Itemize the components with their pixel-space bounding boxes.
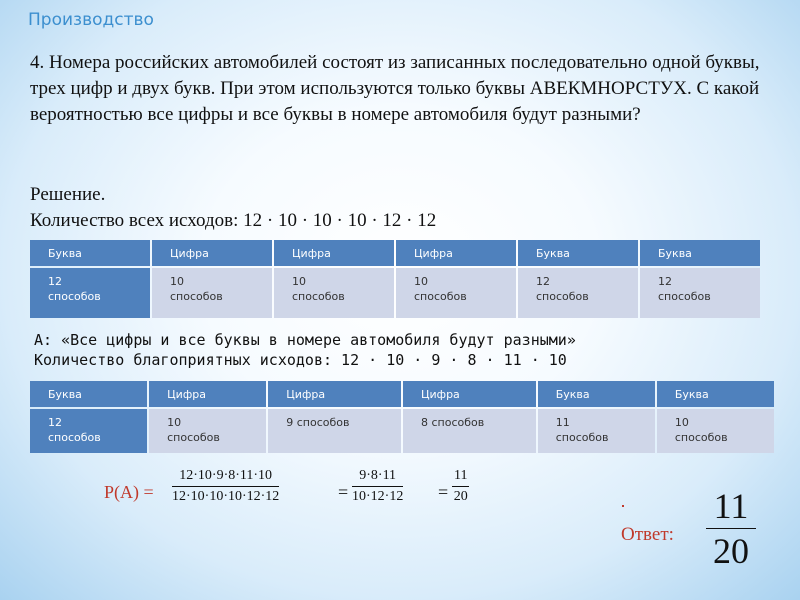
table-cell: 12 способов (30, 409, 147, 453)
slide-title: Производство (28, 10, 154, 30)
table-header-row (30, 381, 774, 407)
table-cell: 8 способов (403, 409, 536, 453)
fraction-denominator: 12·10·10·10·12·12 (172, 489, 280, 504)
table-header-cell: Буква (518, 240, 638, 266)
decorative-dot (622, 505, 624, 507)
table-row (30, 268, 760, 318)
solution-block (30, 182, 730, 234)
fraction-denominator: 20 (453, 489, 468, 504)
table-cell: 10 способов (152, 268, 272, 318)
fraction-denominator: 10·12·12 (352, 489, 404, 504)
table-header-cell: Цифра (149, 381, 266, 407)
equals-sign: = (438, 482, 449, 502)
probability-formula (104, 468, 504, 524)
event-block (34, 330, 774, 370)
table-header-cell: Цифра (403, 381, 536, 407)
table-header-cell: Буква (640, 240, 760, 266)
table-cell: 10 способов (274, 268, 394, 318)
table-cell: 12 способов (640, 268, 760, 318)
fraction-full (172, 468, 279, 505)
fraction-numerator: 9·8·11 (352, 468, 403, 487)
answer-denominator: 20 (713, 531, 749, 571)
table-header-cell: Цифра (268, 381, 401, 407)
event-definition: А: «Все цифры и все буквы в номере автомобиля будут разными» (34, 331, 576, 349)
table-header-cell: Буква (30, 381, 147, 407)
table-header-cell: Цифра (396, 240, 516, 266)
table-header-cell: Буква (538, 381, 655, 407)
fraction-numerator: 12·10·9·8·11·10 (172, 468, 279, 487)
table-cell: 12 способов (518, 268, 638, 318)
favorable-outcomes-table (28, 379, 776, 455)
fraction-numerator: 11 (452, 468, 469, 487)
table-header-cell: Цифра (274, 240, 394, 266)
table-cell: 9 способов (268, 409, 401, 453)
answer-numerator: 11 (706, 486, 756, 529)
table-header-cell: Буква (30, 240, 150, 266)
fraction-reduced (352, 468, 403, 505)
equals-sign: = (338, 482, 349, 502)
table-header-cell: Буква (657, 381, 774, 407)
total-outcomes-line: Количество всех исходов: 12 · 10 · 10 · 10 · 12 · 12 (30, 210, 437, 231)
favorable-outcomes-line: Количество благоприятных исходов: 12 · 10 · 9 · 8 · 11 · 10 (34, 351, 567, 369)
table-cell: 11 способов (538, 409, 655, 453)
table-cell: 12 способов (30, 268, 150, 318)
probability-label: P(A) = (104, 482, 154, 502)
table-header-cell: Цифра (152, 240, 272, 266)
answer-label: Ответ: (621, 524, 674, 545)
table-cell: 10 способов (396, 268, 516, 318)
solution-heading: Решение. (30, 184, 106, 205)
answer-fraction (706, 486, 756, 571)
table-cell: 10 способов (149, 409, 266, 453)
table-cell: 10 способов (657, 409, 774, 453)
total-outcomes-table (28, 238, 762, 320)
fraction-final (452, 468, 469, 505)
table-row (30, 409, 774, 453)
problem-text: 4. Номера российских автомобилей состоят из записанных последовательно одной буквы, трех цифр и двух букв. При этом используются только буквы АВЕКМНОРСТУХ. С какой вероятностью все цифры и все буквы в номере автомобиля будут разными? (30, 52, 760, 125)
table-header-row (30, 240, 760, 266)
